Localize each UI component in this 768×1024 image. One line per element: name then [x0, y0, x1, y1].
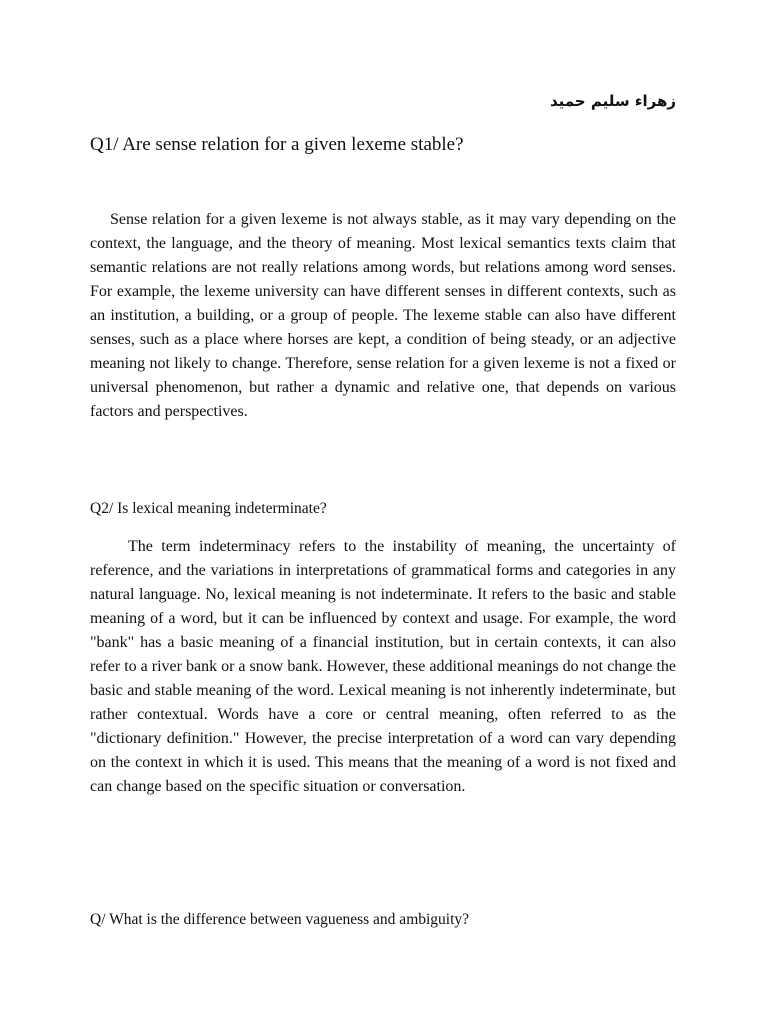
- question-1-answer: Sense relation for a given lexeme is not always stable, as it may vary depending on the context, the language, and the theory of meaning. Most lexical semantics texts claim that semantic relations are not really relations among words, but relations among word senses. For example, the lexeme university can have different senses in different contexts, such as an institution, a building, or a group of people. The lexeme stable can also have different senses, such as a place where horses are kept, a condition of being steady, or an adjective meaning not likely to change. Therefore, sense relation for a given lexeme is not a fixed or universal phenomenon, but rather a dynamic and relative one, that depends on various factors and perspectives.: [90, 211, 676, 420]
- question-2-title: Q2/ Is lexical meaning indeterminate?: [90, 500, 327, 517]
- question-2-answer: The term indeterminacy refers to the instability of meaning, the uncertainty of reference, and the variations in interpretations of grammatical forms and categories in any natural language. No, lexical meaning is not indeterminate. It refers to the basic and stable meaning of a word, but it can be influenced by context and usage. For example, the word "bank" has a basic meaning of a financial institution, but in certain contexts, it can also refer to a river bank or a snow bank. However, these additional meanings do not change the basic and stable meaning of the word. Lexical meaning is not inherently indeterminate, but rather contextual. Words have a core or central meaning, often referred to as the "dictionary definition." However, the precise interpretation of a word can vary depending on the context in which it is used. This means that the meaning of a word is not fixed and can change based on the specific situation or conversation.: [90, 538, 676, 795]
- author-name: زهراء سليم حميد: [549, 92, 676, 110]
- question-3-title: Q/ What is the difference between vagueness and ambiguity?: [90, 911, 470, 928]
- question-1-title: Q1/ Are sense relation for a given lexeme stable?: [90, 134, 464, 155]
